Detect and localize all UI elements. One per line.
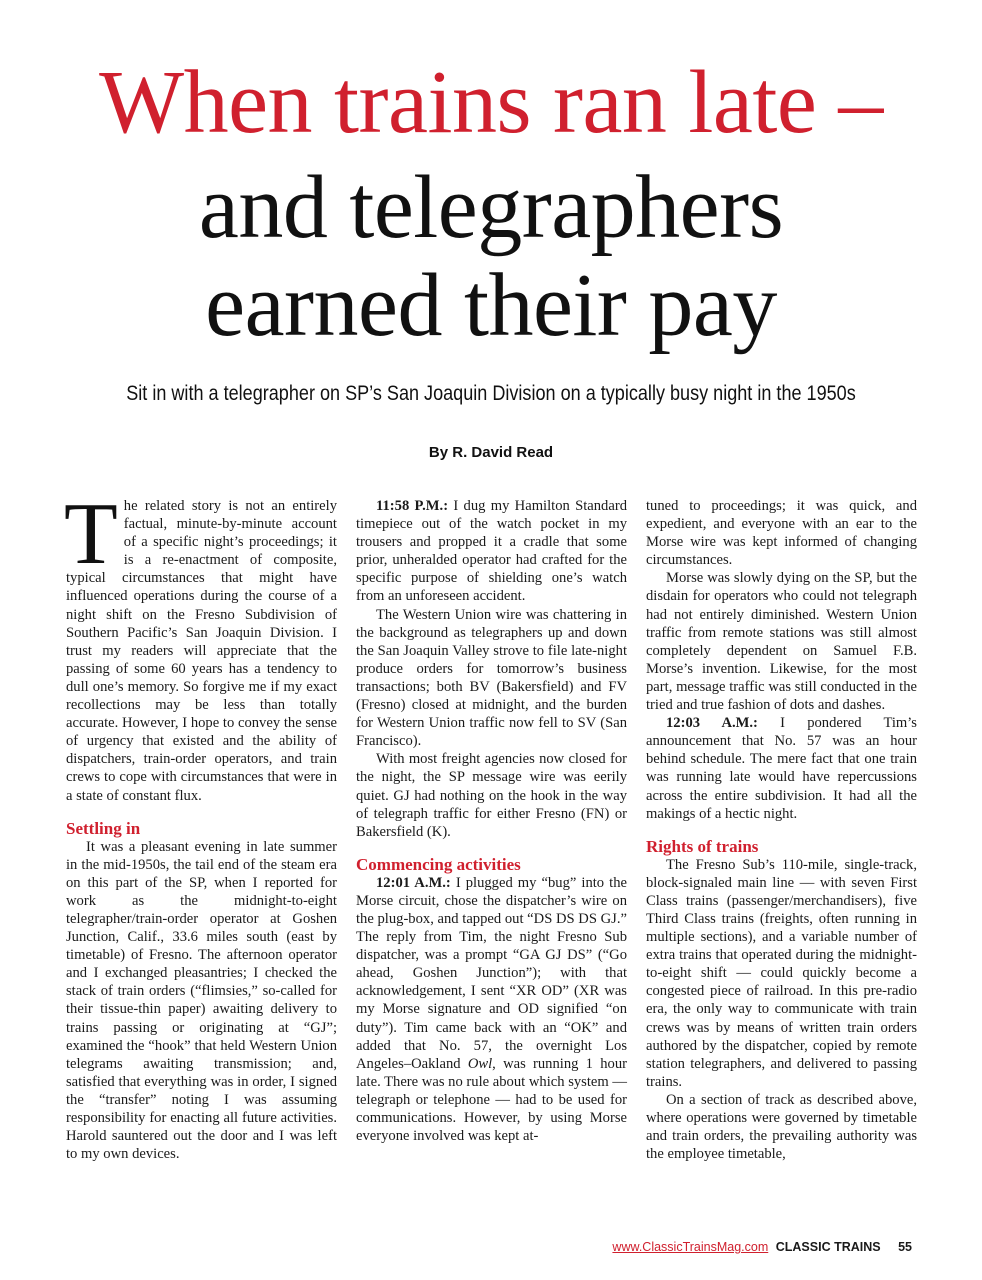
page-footer (612, 1240, 912, 1254)
train-name: Owl (467, 1055, 493, 1072)
timestamp: 11:58 P.M.: (376, 498, 449, 514)
byline: By R. David Read (428, 444, 554, 461)
paragraph: It was a pleasant evening in late summer in the mid-1950s, the tail end of the steam era on this part of the SP, when I reported for work as the midnight-to-eight telegrapher/train-order operator at Goshen Junction, Calif., 33.6 miles south (east by timetable) of Fresno. The afternoon operator and I exchanged pleasantries; I checked the stack of train orders (“flimsies,” so-called for their tissue-thin paper) awaiting delivery to trains passing or originating at “GJ”; examined the “hook” that held Western Union telegrams awaiting transmission; and, satisfied that everything was in order, I signed the “transfer” noting I was assuming responsibility for enacting all future activities. Harold sauntered out the door and I was left to my own devices. (66, 838, 337, 1163)
headline-line-2: and telegraphers (198, 158, 784, 257)
paragraph: 11:58 P.M.: I dug my Hamilton Standard timepiece out of the watch pocket in my trousers and propped it a cradle that some prior, unheralded operator had crafted for the specific purpose of shielding one’s watch from an unforeseen accident. (356, 498, 627, 605)
timestamp: 12:01 A.M.: (376, 874, 451, 891)
timestamp: 12:03 A.M.: (666, 715, 758, 732)
paragraph: With most freight agencies now closed for the night, the SP message wire was eerily quiet. GJ had nothing on the hook in the way of telegraph traffic for either Fresno (FN) or Bakersfield (K). (356, 751, 627, 840)
paragraph: 12:01 A.M.: I plugged my “bug” into the Morse circuit, chose the dispatcher’s wire on the plug-box, and tapped out “DS DS DS GJ.” The reply from Tim, the night Fresno Sub dispatcher, was a prompt “GA GJ DS” (“Go ahead, Goshen Junction”); with that acknowledgement, I sent “XR OD” (XR was my Morse signature and OD signified “on duty”). Tim came back with an “OK” and added that No. 57, the overnight Los Angeles–Oakland Owl, was running 1 hour late. There was no rule about which system — telegraph or telephone — had to be used for communications. However, by using Morse everyone involved was kept at- (356, 874, 627, 1145)
text-column-2 (356, 497, 627, 1145)
text-column-1 (64, 486, 337, 1163)
page-number: 55 (898, 1240, 912, 1254)
text-column-3 (646, 497, 917, 1163)
paragraph: The Fresno Sub’s 110-mile, single-track, block-signaled main line — with seven First Class trains (passenger/merchandisers), five Third Class trains (freights, often running in multiple sections), and a variable number of extra trains that operated during the midnight-to-eight shift — could quickly become a congested piece of railroad. In this pre-radio era, the only way to communicate with train crews was by means of written train orders authored by the dispatcher, copied by remote station telegraphers, and delivered to passing trains. (646, 856, 917, 1090)
paragraph: The Western Union wire was chattering in the background as telegraphers up and down the San Joaquin Valley strove to file late-night produce orders for tomorrow’s business transactions; both BV (Bakersfield) and FV (Fresno) closed at midnight, and the burden for Western Union traffic now fell to SV (San Francisco). (356, 606, 627, 750)
paragraph: tuned to proceedings; it was quick, and expedient, and everyone with an ear to the Morse wire was kept informed of changing circumstances. (646, 498, 917, 569)
section-heading: Settling in (66, 818, 141, 838)
drop-cap: T (64, 486, 118, 583)
paragraph: Morse was slowly dying on the SP, but the disdain for operators who could not telegraph had not entirely diminished. Western Union traffic from remote stations was still almost completely dependent on Samuel F.B. Morse’s invention. Likewise, for the most part, message traffic was still conducted in the tried and true fashion of dots and dashes. (646, 570, 917, 714)
paragraph: The related story is not an entirely factual, minute-by-minute account of a specific night’s proceedings; it is a re-enactment of composite, typical circumstances that might have influenced operations during the course of a night shift on the Fresno Subdivision of Southern Pacific’s San Joaquin Division. I trust my readers will appreciate that the passing of some 60 years has a tendency to dull one’s memory. So forgive me if my exact recollections may be less than totally accurate. However, I hope to convey the sense of urgency that existed and the ability of dispatchers, train-order operators, and train crews to cope with circumstances that were in a state of constant flux. (64, 486, 337, 804)
website-link[interactable]: www.ClassicTrainsMag.com (612, 1240, 769, 1254)
headline-line-1: When trains ran late – (99, 53, 883, 152)
headline-line-3: earned their pay (205, 256, 777, 355)
paragraph: 12:03 A.M.: I pondered Tim’s announcement that No. 57 was an hour behind schedule. The mere fact that one train was running late would have repercussions across the entire subdivision. It had all the makings of a hectic night. (646, 715, 917, 822)
section-heading: Rights of trains (646, 836, 759, 856)
section-heading: Commencing activities (356, 854, 521, 874)
article-dek: Sit in with a telegrapher on SP’s San Joaquin Division on a typically busy night in the 1950s (126, 382, 856, 405)
magazine-name: CLASSIC TRAINS (775, 1240, 881, 1254)
paragraph: On a section of track as described above, where operations were governed by timetable and train orders, the prevailing authority was the employee timetable, (646, 1091, 917, 1163)
